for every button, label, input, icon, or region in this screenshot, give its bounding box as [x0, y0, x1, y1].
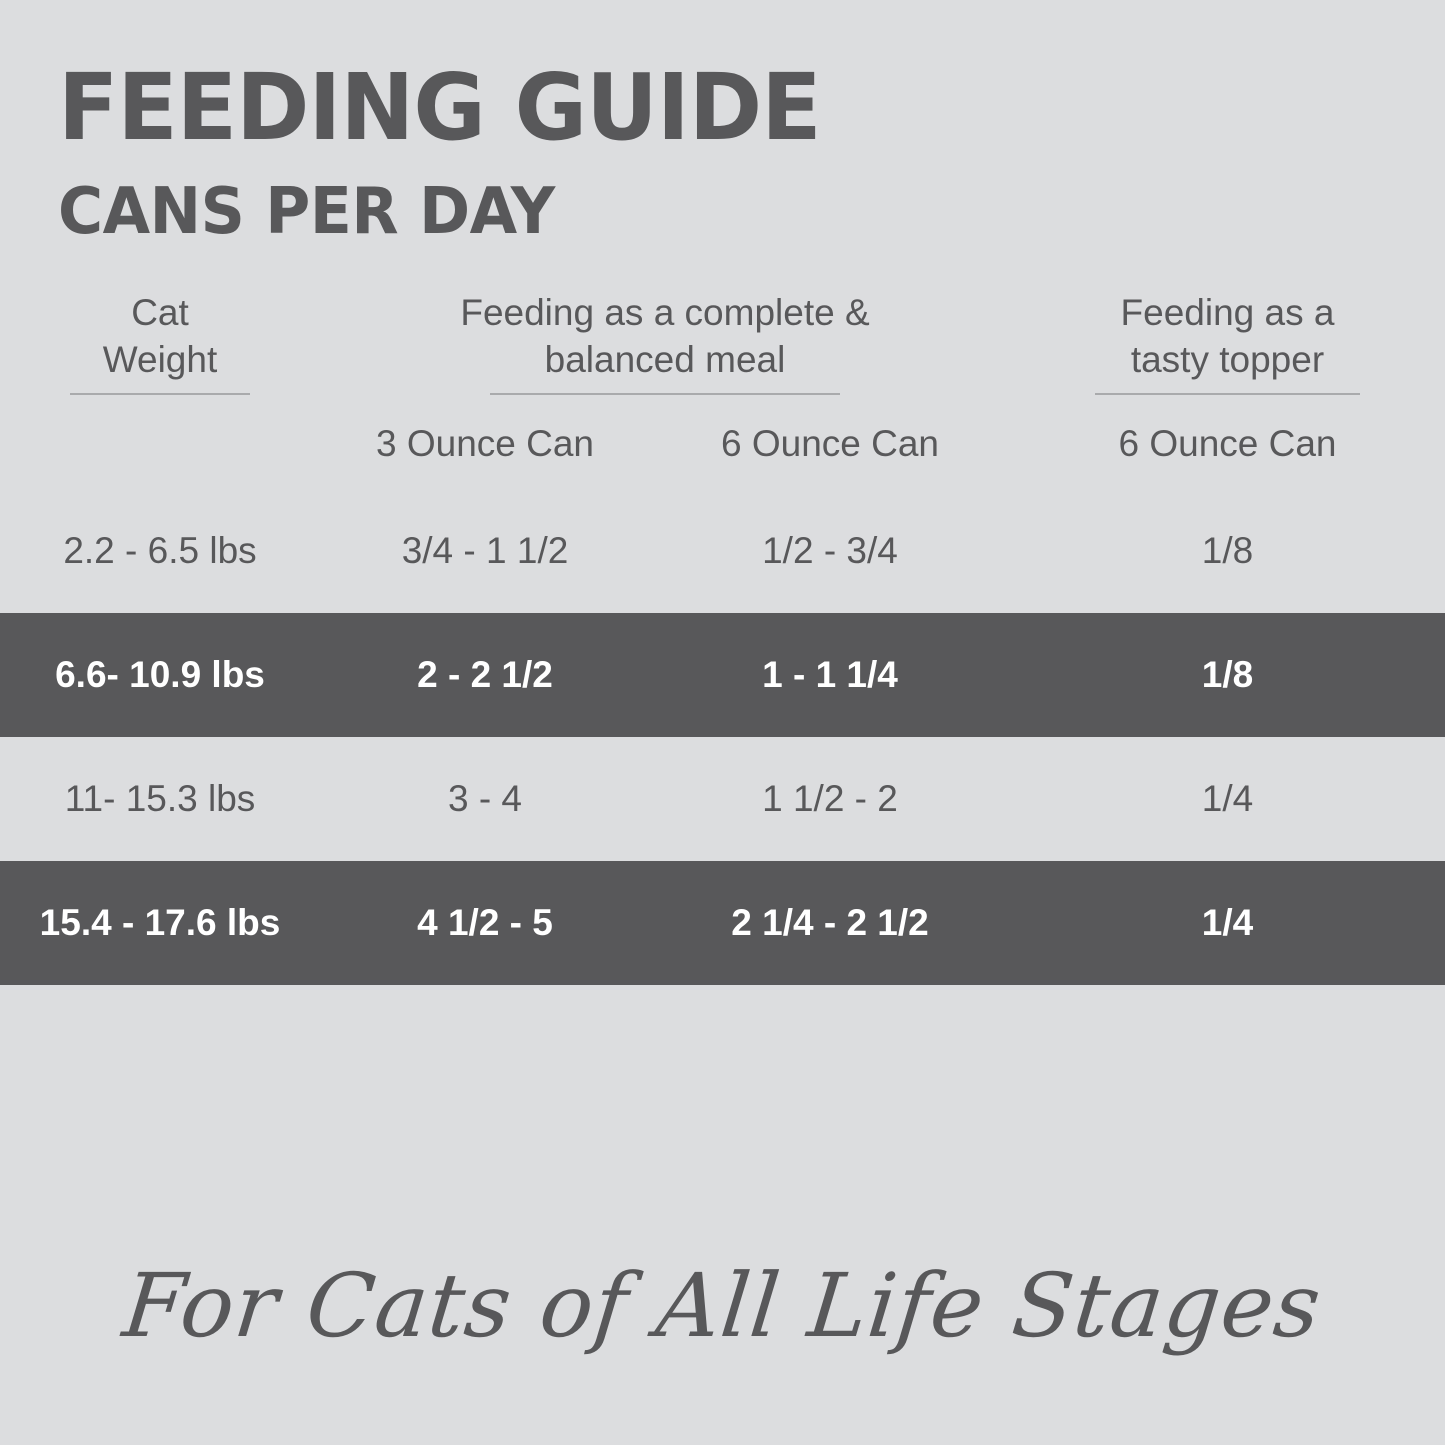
table-row [0, 861, 1445, 985]
table-row [0, 613, 1445, 737]
header-cat-weight-line2: Weight [102, 338, 218, 380]
cell-cat-weight: 2.2 - 6.5 lbs [63, 530, 257, 572]
cell-topper: 1/4 [1201, 902, 1254, 944]
cell-3-ounce-can: 2 - 2 1/2 [417, 654, 553, 696]
header-rule-complete [490, 393, 840, 395]
header-rule-topper [1095, 393, 1360, 395]
cell-cat-weight: 15.4 - 17.6 lbs [39, 902, 281, 944]
feeding-table [0, 286, 1445, 985]
header-topper-line2: tasty topper [1130, 338, 1325, 380]
cell-6-ounce-can: 1 - 1 1/4 [762, 654, 898, 696]
cell-cat-weight: 6.6- 10.9 lbs [55, 654, 265, 696]
header-cat-weight-line1: Cat [131, 292, 189, 333]
table-row [0, 489, 1445, 613]
cell-topper: 1/4 [1201, 778, 1254, 820]
table-row [0, 737, 1445, 861]
table-group-header-row [0, 286, 1445, 395]
cell-3-ounce-can: 3/4 - 1 1/2 [401, 530, 569, 572]
cell-6-ounce-can: 1/2 - 3/4 [762, 530, 898, 572]
footer-tagline: For Cats of All Life Stages [118, 1254, 1327, 1357]
cell-topper: 1/8 [1201, 530, 1254, 572]
header-rule-weight [70, 393, 250, 395]
table-subheader-row [0, 423, 1445, 465]
footer [0, 1254, 1445, 1357]
header-tasty-topper [1010, 290, 1445, 395]
cell-3-ounce-can: 4 1/2 - 5 [417, 902, 553, 944]
cell-6-ounce-can: 2 1/4 - 2 1/2 [731, 902, 929, 944]
header-cat-weight [0, 290, 320, 395]
subheader-3-ounce-can: 3 Ounce Can [375, 423, 595, 465]
header-complete-line1: Feeding as a complete & [460, 292, 870, 333]
subheader-6-ounce-can-topper: 6 Ounce Can [1118, 423, 1337, 465]
subheader-6-ounce-can-meal: 6 Ounce Can [720, 423, 940, 465]
title-block [0, 0, 1445, 249]
cell-6-ounce-can: 1 1/2 - 2 [762, 778, 898, 820]
cell-3-ounce-can: 3 - 4 [447, 778, 523, 820]
cell-topper: 1/8 [1201, 654, 1254, 696]
cell-cat-weight: 11- 15.3 lbs [64, 778, 256, 820]
header-topper-line1: Feeding as a [1120, 292, 1335, 333]
header-complete-line2: balanced meal [544, 338, 786, 380]
header-complete-balanced [320, 290, 1010, 395]
page-title: FEEDING GUIDE [58, 54, 821, 161]
page-subtitle: CANS PER DAY [58, 175, 555, 249]
